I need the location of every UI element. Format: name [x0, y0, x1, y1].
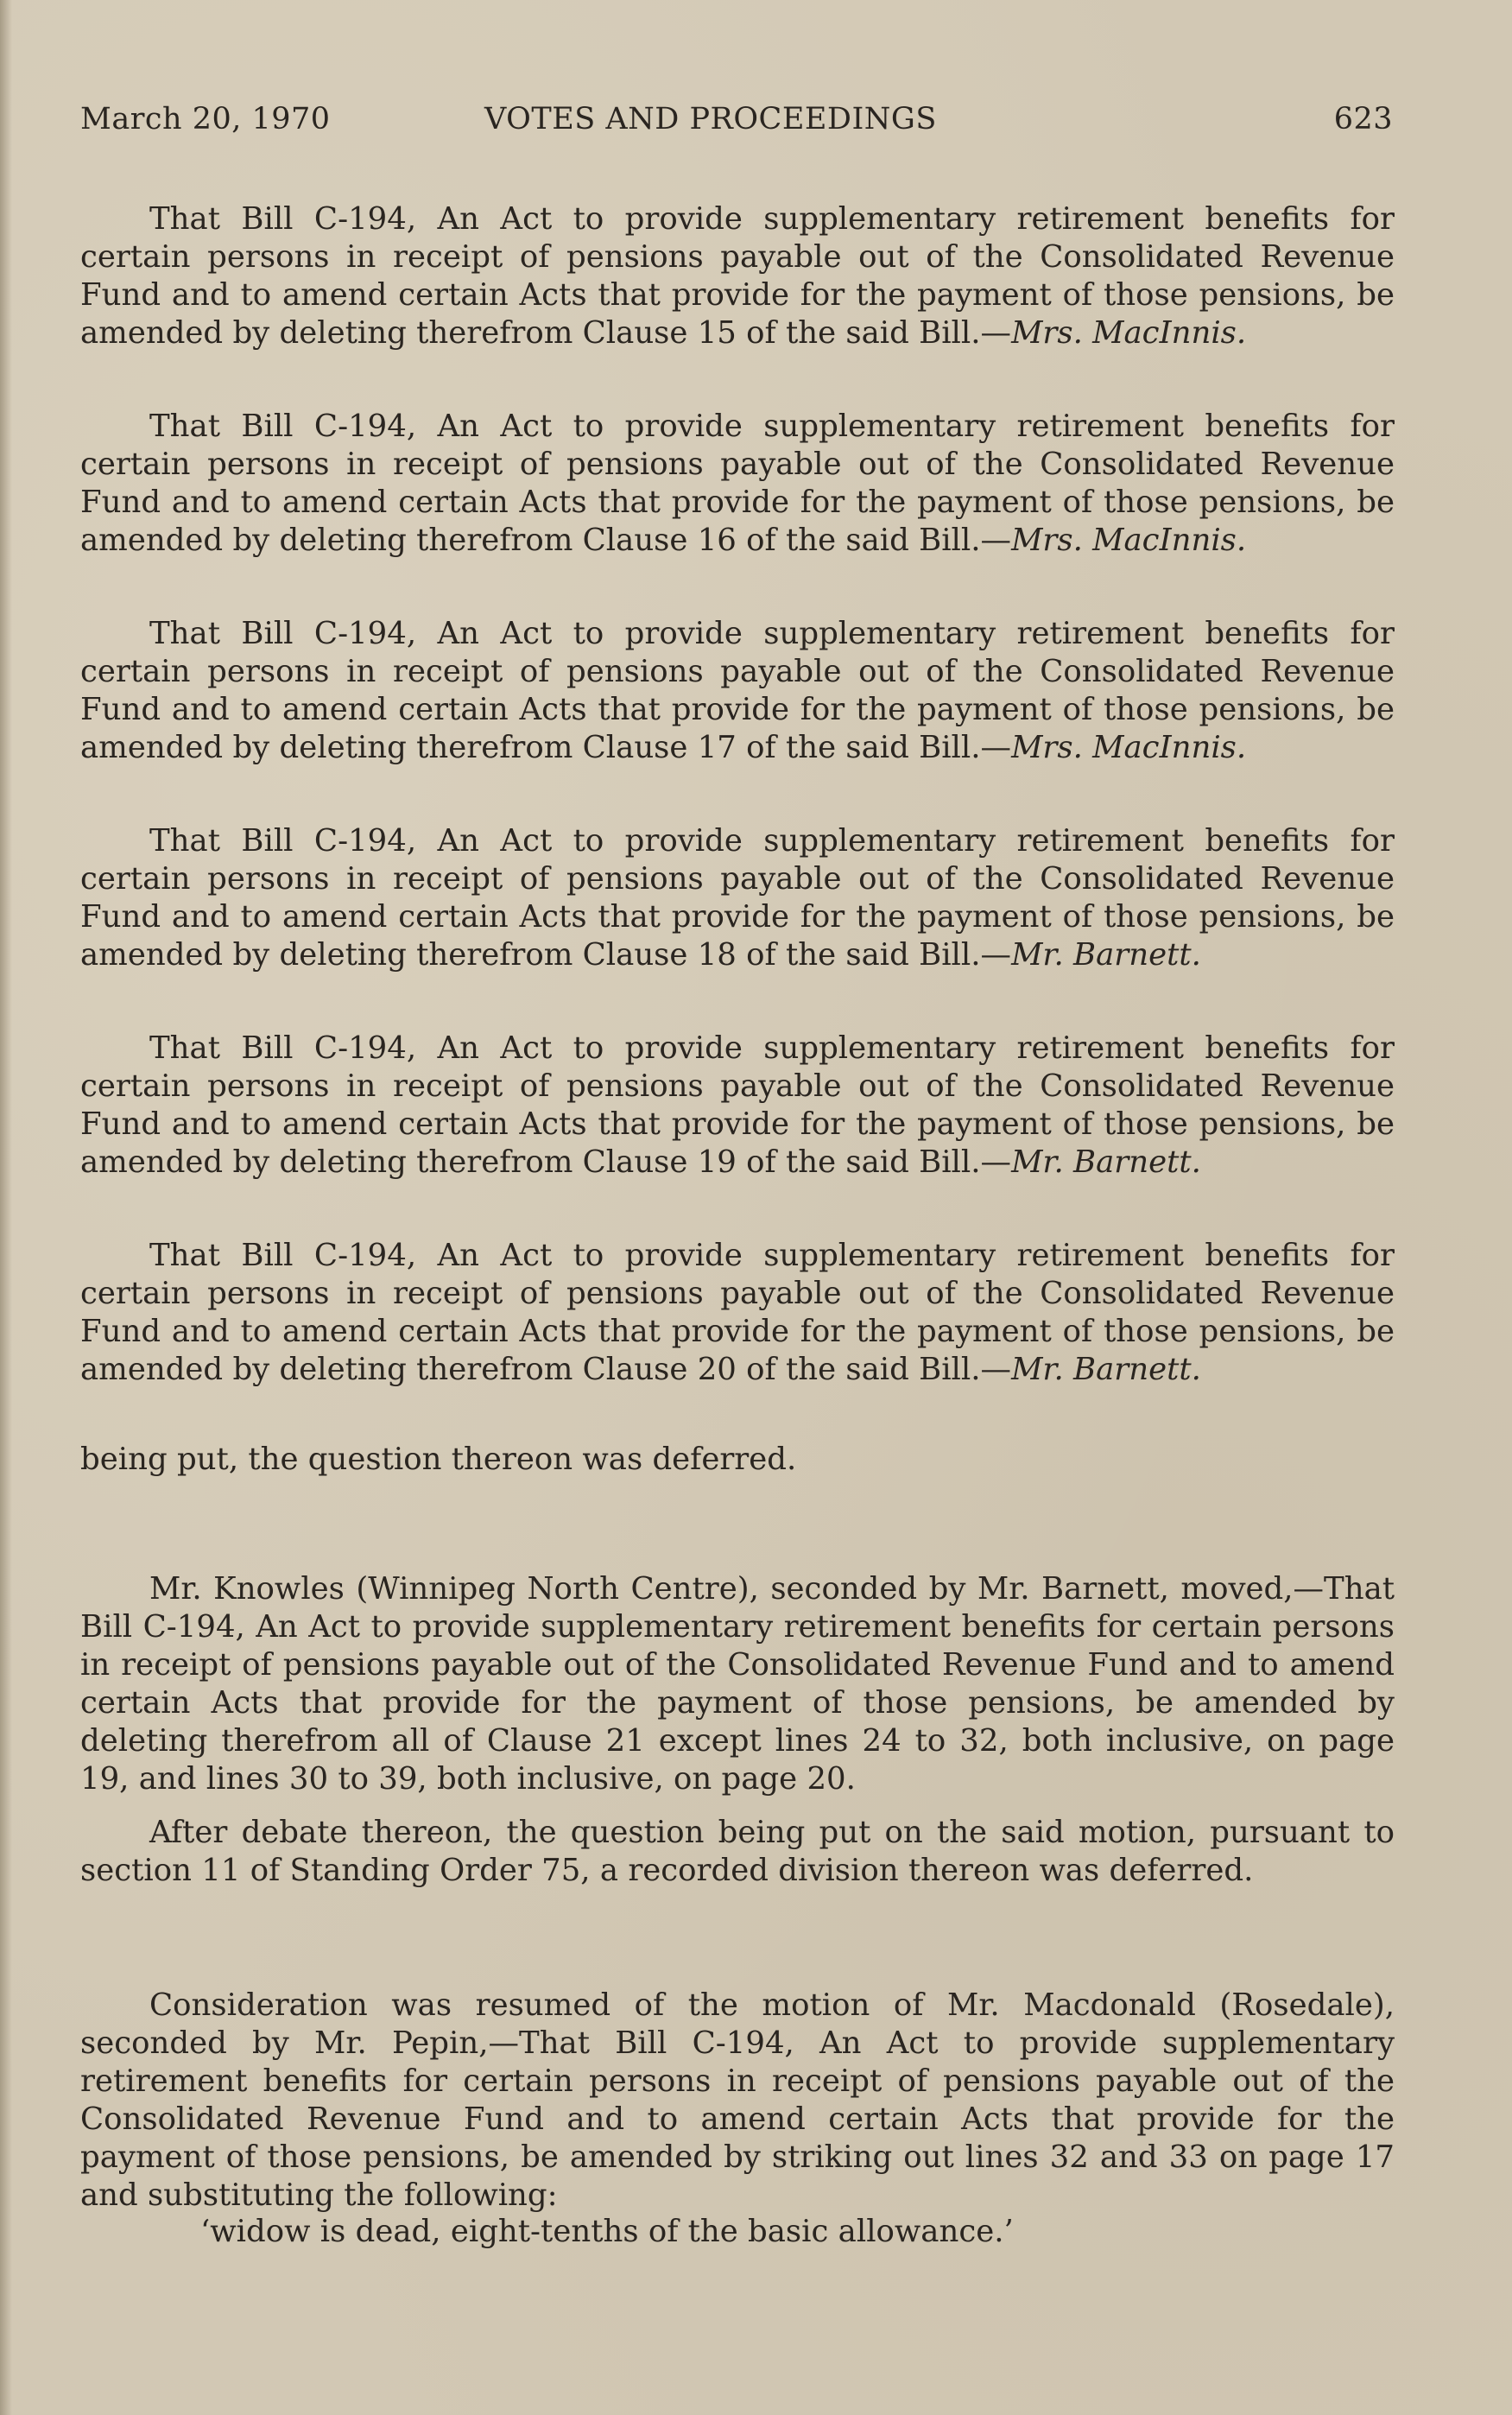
- after-debate-text: After debate thereon, the question being put on the said motion, pursuant to section 11 of Standing Order 75, a recorded division thereon was deferred.: [80, 1815, 1395, 1888]
- amendment-mover: Mrs. MacInnis.: [1011, 315, 1247, 351]
- amendment-clause-19: [80, 1030, 1395, 1182]
- consideration-text: Consideration was resumed of the motion of Mr. Macdonald (Rosedale), seconded by Mr. Pepin,—That Bill C-194, An Act to provide supplementary retirement benefits for certain persons in receipt of pensions payable out of the Consolidated Revenue Fund and to amend certain Acts that provide for the payment of those pensions, be amended by striking out lines 32 and 33 on page 17 and substituting the following:: [80, 1987, 1395, 2213]
- amendment-clause-15: [80, 200, 1395, 352]
- page-number: 623: [1333, 102, 1393, 136]
- amendment-mover: Mr. Barnett.: [1011, 937, 1201, 973]
- header-title: VOTES AND PROCEEDINGS: [484, 102, 937, 136]
- header-date: March 20, 1970: [80, 102, 331, 136]
- page-header: [80, 102, 1393, 145]
- amendment-text: That Bill C-194, An Act to provide supplementary retirement benefits for certain persons in receipt of pensions payable out of the Consolidated Revenue Fund and to amend certain Acts that provide for the payment of those pensions, be amended by deleting therefrom Clause 19 of the said Bill.—: [80, 1030, 1395, 1180]
- quoted-substitution: ‘widow is dead, eight-tenths of the basic allowance.’: [200, 2214, 1014, 2249]
- after-debate-paragraph: [80, 1814, 1395, 1890]
- amendment-clause-17: [80, 615, 1395, 767]
- amendment-clause-16: [80, 408, 1395, 560]
- amendment-text: That Bill C-194, An Act to provide supplementary retirement benefits for certain persons in receipt of pensions payable out of the Consolidated Revenue Fund and to amend certain Acts that provide for the payment of those pensions, be amended by deleting therefrom Clause 20 of the said Bill.—: [80, 1238, 1395, 1387]
- knowles-motion-text: Mr. Knowles (Winnipeg North Centre), seconded by Mr. Barnett, moved,—That Bill C-194, An Act to provide supplementary retirement benefits for certain persons in receipt of pensions payable out of the Consolidated Revenue Fund and to amend certain Acts that provide for the payment of those pensions, be amended by deleting therefrom all of Clause 21 except lines 24 to 32, both inclusive, on page 19, and lines 30 to 39, both inclusive, on page 20.: [80, 1571, 1395, 1797]
- consideration-paragraph: [80, 1987, 1395, 2215]
- amendment-text: That Bill C-194, An Act to provide supplementary retirement benefits for certain persons in receipt of pensions payable out of the Consolidated Revenue Fund and to amend certain Acts that provide for the payment of those pensions, be amended by deleting therefrom Clause 18 of the said Bill.—: [80, 823, 1395, 973]
- amendment-clause-20: [80, 1237, 1395, 1389]
- amendment-clause-18: [80, 822, 1395, 974]
- knowles-motion: [80, 1570, 1395, 1798]
- amendment-mover: Mrs. MacInnis.: [1011, 730, 1247, 765]
- amendment-text: That Bill C-194, An Act to provide supplementary retirement benefits for certain persons in receipt of pensions payable out of the Consolidated Revenue Fund and to amend certain Acts that provide for the payment of those pensions, be amended by deleting therefrom Clause 17 of the said Bill.—: [80, 616, 1395, 765]
- amendment-text: That Bill C-194, An Act to provide supplementary retirement benefits for certain persons in receipt of pensions payable out of the Consolidated Revenue Fund and to amend certain Acts that provide for the payment of those pensions, be amended by deleting therefrom Clause 15 of the said Bill.—: [80, 201, 1395, 351]
- deferred-line: being put, the question thereon was deferred.: [80, 1442, 797, 1477]
- page-edge-shadow: [0, 0, 12, 2415]
- amendment-mover: Mrs. MacInnis.: [1011, 523, 1247, 558]
- amendment-mover: Mr. Barnett.: [1011, 1144, 1201, 1180]
- amendment-mover: Mr. Barnett.: [1011, 1352, 1201, 1387]
- amendment-text: That Bill C-194, An Act to provide supplementary retirement benefits for certain persons in receipt of pensions payable out of the Consolidated Revenue Fund and to amend certain Acts that provide for the payment of those pensions, be amended by deleting therefrom Clause 16 of the said Bill.—: [80, 409, 1395, 558]
